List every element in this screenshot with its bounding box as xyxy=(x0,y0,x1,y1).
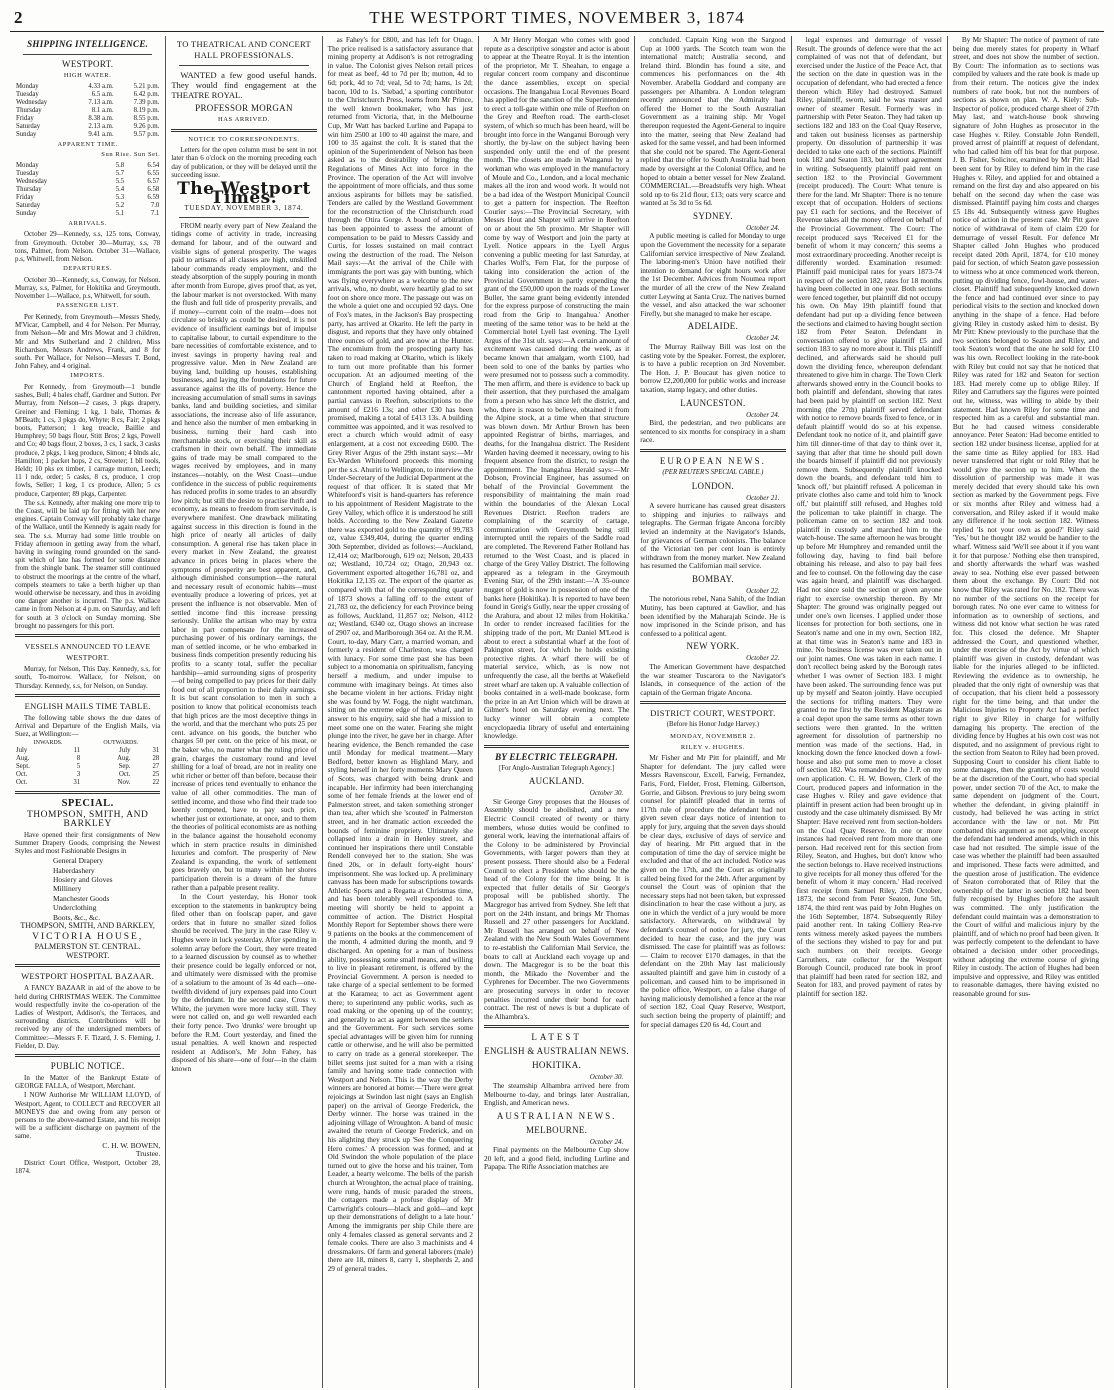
arrivals-heading: ARRIVALS. xyxy=(68,219,107,227)
high-water-table xyxy=(15,83,160,139)
apparent-time-row xyxy=(15,170,160,178)
public-notice-matter: In the Matter of the Bankrupt Estate of GEORGE FALLA, of Westport, Merchant. xyxy=(15,1073,161,1091)
mails-header-cell: OUTWARDS. xyxy=(103,740,139,747)
apparent-time-row-cell: Monday xyxy=(16,161,39,169)
column-4 xyxy=(479,36,635,1388)
apparent-time-heading: APPARENT TIME. xyxy=(57,140,118,148)
apparent-time-table xyxy=(15,162,160,218)
apparent-time-row-cell: 6.59 xyxy=(147,193,160,201)
apparent-time-row xyxy=(15,194,160,202)
thompson-item: General Drapery xyxy=(53,856,104,866)
column-6 xyxy=(792,36,948,1388)
london-heading: LONDON. xyxy=(691,480,735,491)
passenger-heading: PASSENGER LIST. xyxy=(56,302,119,310)
court-report-continued: legal expenses and demurrage of vessel Result. The grounds of defence were that the act complained of was not that of defendant, but exercised under the Justice of the Peace Act, that the section on the date in question was in the occupation of defendant, who had erected a fence thereon which Riley had destroyed. Samuel Riley, plaintiff, sworn, said he was master and owner of steamer Result. Formerly was in partnership with Peter Seaton. They had taken up sections 182 and 183 on the Coal Quay Reserve, and taken out business licenses as partnership property. On dissolution of partnership it was decided to take one each of the sections. Plaintiff took 182 and Seaton 183, but without agreement in writing. Subsequently plaintiff paid rent on section 182 to the Provincial Government (receipt produced). The Court: What tenure is there for the land. Mr Shapter: There is no tenure except that of occupation. Holders of sections pay £1 each for sections, and the Receiver of Revenue takes all the money offered on behalf of the Provincial Government. The Court: The receipt produced says 'Received £1 for the benefit of whom it may concern;' this seems a most extraordinary proceeding. Another receipt is differently worded. Examination resumed: Plaintiff paid municipal rates for years 1873-74 in respect of the section 182, rates for 18 months having been collected in one year. Both sections were fenced together, but plaintiff did not occupy his own. On May 19th plaintiff found that defendant had put up a dividing fence between the sections and claimed to having bought section 182 from Peter Seaton. Defendant in conversation offered to give plaintiff £5 and section 183 to say no more about it. This plaintiff declined, and afterwards said he should pull down the dividing fence, whereupon defendant threatened to give him in charge. The Town Clerk afterwards showed entry in the Council books to both plaintiff and defendant, showing that rates had been paid by plaintiff on section 182. Next morning (the 27th) plaintiff served defendant with notice to remove boards fixed to fence, or in default plaintiff would do so at his expense. Defendant took no notice of it, and plaintiff gave him till dinner-time of that day to think over it, saying that after that time he should pull down the boards himself if plaintiff did not previously remove them. Subsequently plaintiff knocked down the boards, and defendant told him to 'knock off,' but plaintiff refused. A policeman in private clothes also came and told him to 'knock off,' but plaintiff still refused, and Hughes told the policeman to take plaintiff in charge. The policeman came on to section 182 and took plaintiff in custody and marched him to the watch-house. The same afternoon he was brought up before Mr Humphrey and remanded until the following day, having to find bail before obtaining his release, and also to pay bail fees and fee to counsel. On the following day the case was again heard, and plaintiff was discharged. Had not since sold the section or given anyone right to exercise ownership thereon. By Mr Shapter: The ground was originally pegged out under one's own licenses. I applied under those licenses for protection for both sections, one in Seaton's name and one in my own, Section 182, at that time was in Seaton's name and 183 in mine. No business license was ever taken out in our joint names. One was taken in each name. I don't recollect being asked by the Borough rates whether I was owner of Section 183. I might have been asked. The surrounding fence was put up by myself and Seaton jointly. Have occupied the sections for trifling matters. They were granted to me first by the Resident Magistrate as a coal depot upon the same terms as other town sections were then granted. In the written agreement for dissolution of partnership no mention was made of the sections. Had, in knocking down the fence knocked down a fowl-house and also put some men to move a closet off section 182. Was remanded by the J. P. on my own application. C. H. W. Bowen, Clerk of the Court, produced papers and information in the case Hughes v. Riley and gave evidence that plaintiff in present action had been brought up in custody and the case ultimately dismissed. By Mr Shapter: Have received rent from section-holders on the Coal Quay Reserve. In one or more instances had received rent from more than one person. Had received rent for this section from Riley, Seaton, and Hughes, but don't know who the section belongs to. Have received instructions to give receipts for all money thus offered 'for the benefit of whom it may concern.' Had received first receipt from Samuel Riley, 25th October, 1873, the second from Peter Seaton, June 5th, 1874, the third rent was paid by John Hughes on the 16th September, 1874. Subsequently Riley paid another rent. In taking Colliery Rea-rve rents witness merely asked payees the numbers of the sections they wished to pay for and put such numbers on their receipts. George Carruthers, rate collector for the Westport Borough Council, produced rate book in proof that plaintiff had been rated for section 182, and Seaton for 183, and proved payment of rates by plaintiff for section 182. xyxy=(796,36,942,998)
apparent-time-row-cell: 6.57 xyxy=(147,177,160,185)
apparent-time-row-cell: 5.8 xyxy=(115,161,125,169)
imports-heading: IMPORTS. xyxy=(70,372,105,380)
new-york-date: October 22. xyxy=(746,654,780,663)
high-water-row-cell: 7.13 a.m. xyxy=(88,98,114,106)
notice-heading: NOTICE TO CORRESPONDENTS. xyxy=(188,135,300,143)
european-agency: (PER REUTER'S SPECIAL CABLE.) xyxy=(662,468,764,476)
apparent-time-row xyxy=(15,210,160,218)
mails-row-cell: Aug. xyxy=(16,755,30,763)
thompson-name: THOMPSON, SMITH, AND BARKLEY xyxy=(26,810,149,829)
column-5 xyxy=(635,36,791,1388)
apparent-time-row-cell: Friday xyxy=(16,193,34,201)
apparent-time-row-cell: 7.1 xyxy=(150,209,160,217)
thompson-item: Millinery xyxy=(53,884,82,894)
high-water-row xyxy=(15,123,160,131)
column-7 xyxy=(948,36,1104,1388)
district-court-text: Mr Fisher and Mr Pitt for plaintiff, and Mr Shapter for defendant. The jury called were Messrs Ravenscour, Excell, Farwig, Fernandez, Faris, Ford, Fielder, Frost, Fleming, Gilbertson, Gorrie, and Gibson. Previous to jury being sworn counsel for plaintiff pleaded that in terms of 117th rule of procedure the defendant had not given seven clear days notice of intention to apply for jury, arguing that the seven days should be clear days, exclusive of days of service and day of hearing. Mr Pitt argued that in the computation of time the day of service might be excluded and that of the act included. Notice was given on the 17th, and the Court as originally called being fixed for the 24th. After argument by counsel the Court was of opinion that the necessary steps had not been taken, but expressed disinclination to hear the case without a jury, as one in which the verdict of a jury would be more satisfactory. Afterwards, on withdrawal by defendant's counsel of notice for jury, the Court decided to hear the case, and the jury was dismissed. The case for plaintiff was as follows:— Claim to recover £170 damages, in that the defendant on the 20th May last maliciously assaulted plaintiff and gave him in custody of a policeman, and caused him to be imprisoned in the police office, Westport, on a false charge of having maliciously demolished a fence at the rear of section 182, Coal Quay Reserve, Westport, such section being the property of plaintiff; and for special damages £20 6s 4d, Court and xyxy=(640,753,786,1029)
hokitika-text: The steamship Alhambra arrived here from Melbourne to-day, and brings later Australian, English, and American news. xyxy=(483,1080,630,1108)
column-2 xyxy=(166,36,322,1388)
high-water-row-cell: Monday xyxy=(16,82,39,90)
mails-row xyxy=(15,771,160,779)
australian-news-heading: AUSTRALIAN NEWS. xyxy=(496,1110,617,1121)
apparent-time-row xyxy=(15,202,160,210)
mails-row-cell: 28 xyxy=(152,755,160,763)
high-water-row-cell: 8.1 a.m. xyxy=(91,106,114,114)
apparent-time-row-cell: 5.3 xyxy=(115,193,125,201)
shipping-notes: The s.s. Kennedy, after making one more trip to the Coast, will be laid up for fitting with her new engines. Captain Conway will probably take charge of the Wallace, until the Kennedy is again ready for sea. The s.s. Murray had some little trouble on Friday afternoon in getting away from the wharf, having in swinging round grounded on the sand-spit which of late has formed for some distance from the shingle bank. The steamer still continued to obstruct the moorings at the centre of the wharf, compels steamers to take a berth higher up than would otherwise be necessary, and thus in avoiding one danger another is incurred. The p.s. Wallace came in from Nelson at 4 p.m. on Saturday, and left for south at 3 o'clock on Sunday morning. She brought no passengers for this port. xyxy=(15,498,161,630)
high-water-row-cell: 4.33 a.m. xyxy=(88,82,114,90)
apparent-time-row-cell: 5.1 xyxy=(115,209,125,217)
column-3 xyxy=(323,36,479,1388)
auckland-heading: AUCKLAND. xyxy=(528,776,585,787)
launceston-date: October 24. xyxy=(746,410,780,419)
thompson-signature: THOMPSON, SMITH, AND BARKLEY, xyxy=(20,920,155,930)
mails-row-cell: Nov. xyxy=(117,779,131,787)
thompson-item: Haberdashery xyxy=(53,865,95,875)
hospital-text: A FANCY BAZAAR in aid of the above to be held during CHRISTMAS WEEK. The Committee would respectfully invite the co-operation of the Ladies of Westport, Addison's, the Terraces, and surrounding districts. Contributions will be received by any of the undersigned members of Committee:—Messrs F. F. Tizard, J. S. Fleming, J. Fielder, D. Day. xyxy=(15,984,161,1050)
mails-row xyxy=(15,779,160,787)
thompson-item: Manchester Goods xyxy=(53,893,110,903)
theatrical-text: WANTED a few good useful hands. They would find engagement at the THEATRE ROYAL. xyxy=(171,70,317,100)
thompson-items xyxy=(15,856,160,922)
paper-title: The Westport Times. xyxy=(177,179,311,208)
launceston-heading: LAUNCESTON. xyxy=(680,397,746,408)
page-number: 2 xyxy=(14,8,23,27)
high-water-row-cell: 9.26 p.m. xyxy=(133,122,160,130)
telegraph-agency: [For Anglo-Australian Telegraph Agency.] xyxy=(498,764,615,772)
arrivals-text: October 29—Kennedy, s.s, 125 tons, Conway, from Greymouth. October 30—Murray, s.s, 78 tons, Palmer, from Nelson. October 31—Wallace, p.s, Whitwell, from Nelson. xyxy=(15,230,161,263)
paper-date: TUESDAY, NOVEMBER 3, 1874. xyxy=(184,204,304,213)
high-water-row-cell: 7.39 p.m. xyxy=(133,98,160,106)
mails-row xyxy=(15,747,160,755)
apparent-time-row xyxy=(15,162,160,170)
passenger-text: Per Kennedy, from Greymouth—Messrs Shedy, M'Vicar, Campbell, and 4 for Nelson. Per Murray, from Nelson—Mr and Mrs Mowat and 3 children, Mr and Mrs Sutherland and 2 children, Miss Richardson, Messrs Andrews, Frank, and 8 for south. Per Wallace, for Nelson—Messrs T. Bond, John Fahey, and 4 original. xyxy=(15,312,161,371)
high-water-row-cell: Tuesday xyxy=(16,90,39,98)
vessels-heading: VESSELS ANNOUNCED TO LEAVE WESTPORT. xyxy=(24,642,151,663)
local-news-continued: A Mr Henry Morgan who comes with good repute as a descriptive songster and actor is about to appear at the Theatre Royal. It is the intention of the proprietor, Mr T. Sheahan, to engage a regular concert room company and discontinue the dance assemblies, except on special occasions. The Inangahua Local Revenues Board has applied for the sanction of the Superintendent to erect a toll-gate within one mile of Reefton on the Grey and Reefton road. The earth-closet system, of which so much has been heard, will be brought into force in the Wanganui Borough very shortly, the by-law on the subject having been suspended only until the end of the present month. The closets are made in Wanganui by a workman who was employed in the manufactory of Moule and Co., London, and a local mechanic makes all the iron and wood work. It would not be a bad idea of the Westport Municipal Council to get a pattern for inspection. The Reefton Courier says:—The Provincial Secretary, with Messrs Hout and Shapter will arrive in Reefton on or about the 5th proximo. Mr Shapter will come by way of Westport and join the party at Lyell. Notice appears in the Lyell Argus convening a public meeting for last Saturday, at Charles Wolf's, Fern Flat, for the purpose of taking into consideration the action of the Provincial Government in partly expending the grant of the £50,000 upon the roads of the Lower Buller, 'the same grant being evidently intended for the express purpose of constructing the main road from the Grip to Inangahua.' Another meeting of the same tenor was to be held at the Commercial hotel Lyell last evening. The Lyell Argus of the 31st ult. says:—A certain amount of excitement was caused during the week, as it became known that amalgam, worth £100, had been sold to one of the banks by parties who were presumed not to possess such a commodity. The men affirm, and there is evidence to back up their assertion, that they purchased the amalgam from a person who has since left the district, and who, there is reason to believe, obtained it from the Alpine stock, at a time when that structure was blown down. Mr Arthur Brown has been appointed Registrar of births, marriages, and deaths, for the Inangahua district. The Resident Warden having deemed it necessary, owing to his frequent absence from the district, to resign the appointment. The Inangahua Herald says:—Mr Dobson, Provincial Engineer, has assumed on behalf of the Provincial Government the responsibility of maintaining the main road within the boundaries of the Alexan Local Revenues District. Reefton traders are complaining of the scarcity of cartage, communication with Greymouth being still interrupted until the repairs of the Saddle road are completed. The Reverend Father Rolland has returned to the West Coast, and is placed in charge of the Grey Valley District. The following appeared as a telegram in the Greymouth Evening Star, of the 29th instant:—'A 35-ounce nugget of gold is now in possession of one of the banks here (Hokitika). It is reported to have been found in Greig's Gully, near the upper crossing of the Arahura, and about 12 miles from Hokitika.' In order to render increased facilities for the shipping trade of the port, Mr Daniel M'Leod is about to erect a substantial wharf at the foot of Pakington street, for which he holds existing protective rights. A wharf there will be of material service, which, as is now not unfrequently the case, all the berths at Wakefield street wharf are taken up. A valuable collection of books contained in a well-made bookcase, form the prize in an Art Union which will be drawn at Gilmer's hotel on Saturday evening next. The lucky winner will obtain a complete encyclopaedia library of useful and entertaining knowledge. xyxy=(483,36,630,741)
apparent-time-row-cell: Tuesday xyxy=(16,169,39,177)
public-notice-place: District Court Office, Westport, October 28, 1874. xyxy=(15,1158,161,1175)
mails-row-cell: 31 xyxy=(152,747,160,755)
thompson-store: VICTORIA HOUSE, xyxy=(32,931,144,942)
mails-row-cell: 25 xyxy=(152,771,160,779)
apparent-time-row xyxy=(15,186,160,194)
leader-article: FROM nearly every part of New Zealand the tidings come of activity in trade, increasing demand for labour, and of the outward and visible signs of general prosperity. The wages paid to artisans of all classes are high, unskilled labour commands ready employment, and the steady absorption of the supply pouring in month after month from Europe, gives proof that, as yet, the labour market is not overstocked. With many the flush and full tide of prosperity prevails, and if money—current coin of the realm—does not circulate so briskly as could be desired, it is not evidence of insufficient earnings but of impulse to capitalise labour, to curtail expenditure to the bare necessities of comfortable existence, and to invest savings in property having real and progressive value. Men in New Zealand are buying land, building up houses, establishing businesses, and laying the foundations for future assurance against the ills of poverty. Hence the increasing accumulation of small sums in savings banks, land and building societies, and similar associations, the increase also of life assurance, and hence also the number of men embarking in business, turning their hard cash into merchantable stock, or exercising their skill as craftsmen in their own behalf. The immediate gains of trade may be small compared to the wages received by employees, and in many instances—notably, on the West Coast—undue confidence in the success of public requirements has reduced profits in some trades to an absurdly low pitch; but still the desire to practise thrift and economy, as means to freedom from servitude, is everywhere manifest. One drawback militating against success in this direction is found in the high price of nearly all articles of daily consumption. A general rise has taken place in every market in New Zealand, the greatest advance in prices being in places where the symptoms of prosperity are best apparent, and, although diminished consumption—the natural and necessary result of economic habits—must eventually produce a lowering of prices, yet at present the influence is not observable. Men of settled income find this increase pressing seriously. Unlike the artisan who may by extra labor in part compensate for the increased purchasing power of his ordinary earnings, the man of settled income, or he who embarked in business finds competition presently reducing his profits to a scanty total, suffer the peculiar hardship—amid surrounding signs of prosperity—of being compelled to pay prices for their daily food out of all proportion to their daily earnings. It is but scant consolation to men in such a position to know that political economists teach that high prices are the most deceptive things in the world, and that the merchant who puts 25 per cent. advance on his goods, the butcher who charges 50 per cent. on the price of his meat, or the baker who, no matter what the ruling price of grain, charges the customary round and level shilling for a loaf of bread, are not in reality one whit richer or better off than before, because their increase of prices tend eventually to enhance the value of all other commodities. The man of settled income, and those who find their trade too keenly competed, have to pay such price, whether just or extortionate, at once, and to them the theories of political economists are as nothing in the balance against the household economy which in stern practice results in diminished luxuries and comfort. The prosperity of New Zealand is expanding, the work of settlement goes bravely on, but to many within her shores participation therein is a dream of the future rather than a palpable present reality. xyxy=(171,220,317,892)
high-water-row xyxy=(15,99,160,107)
hokitika-date: October 30. xyxy=(589,1073,624,1082)
high-water-row-cell: Sunday xyxy=(16,130,37,138)
telegraph-heading: BY ELECTRIC TELEGRAPH. xyxy=(495,751,619,762)
apparent-time-row-cell: Saturday xyxy=(16,201,41,209)
bombay-heading: BOMBAY. xyxy=(691,573,734,584)
departures-heading: DEPARTURES. xyxy=(63,265,113,273)
launceston-text: Bird, the pedestrian, and two publicans are sentenced to six months for conspiracy in a sham race. xyxy=(640,418,786,445)
apparent-time-row-cell: Thursday xyxy=(16,185,42,193)
apparent-time-row-cell: Sunday xyxy=(16,209,37,217)
imports-text: Per Kennedy, from Greymouth—1 bundle sashes, Bull; 4 bales chaff, Gardner and Sutton. Per Murray, from Nelson—2 cases, 3 pkgs drapery, Greiner and Fleming; 1 kg, 1 bale, Thomas & M'Beath; 1 cs, 3 pkgs do, Whyte; 8 cs, Fair; 2 pkgs boots, Patterson; 1 keg treacle, Baillie and Humphrey; 50 bags flour, Stitt Bros; 2 kgs, Powell and Co; 40 bags flour, 2 boxes, 3 cs, 1 sack, 3 casks produce, 2 pkgs, 1 keg produce, Simon; 4 blnds alc, Hamilton; 1 packet hops, 2 cs, Streeter; 1 bll tools, Heldt; 10 pks ex timber, 1 carrage mutton, Leech; 11 l nde, order; 5 casks, 8 cs, produce, 1 crop fowls, Seller; 1 keg, 1 cs produce, Allen; 5 cs produce, Carpenter; 89 pkgs, Carpenter. xyxy=(15,383,161,498)
adelaide-date: October 24. xyxy=(746,334,780,343)
apparent-time-row xyxy=(15,178,160,186)
high-water-row xyxy=(15,131,160,139)
apparent-time-row-cell: 5.2 xyxy=(115,201,125,209)
theatrical-signature: PROFESSOR MORGAN xyxy=(195,103,293,113)
high-water-row xyxy=(15,115,160,123)
bombay-date: October 22. xyxy=(746,586,780,595)
high-water-row-cell: 6.42 p.m. xyxy=(133,90,160,98)
vessels-text: Murray, for Nelson, This Day. Kennedy, s.s, for south, To-morrow. Wallace, for Nelson, on Thursday. Kennedy, s.s, for Nelson, on Sunday. xyxy=(15,665,161,690)
london-text: A severe hurricane has caused great disasters to shipping and injuries to railways and telegraphs. The German frigate Ancona forcibly levied an indemnity at the Navigator's Islands, for grievances of German colonists. The balance of the Victorian ten per cent loan is entirely withdrawn from the money market. New Zealand has resumed the Californian mail service. xyxy=(640,501,786,571)
apparent-time-row-cell: Wednesday xyxy=(16,177,48,185)
high-water-heading: HIGH WATER. xyxy=(63,72,112,79)
mails-row-cell: Sep. xyxy=(118,763,131,771)
special-heading: SPECIAL. xyxy=(61,798,114,810)
melbourne-heading: MELBOURNE. xyxy=(525,1124,588,1135)
high-water-row-cell: 6.5 a.m. xyxy=(91,90,114,98)
apparent-time-row-cell: 5.4 xyxy=(115,185,125,193)
sydney-date: October 24. xyxy=(746,223,780,232)
apparent-time-row-cell: 5.5 xyxy=(115,177,125,185)
high-water-row-cell: Friday xyxy=(16,114,34,122)
thompson-item: Hosiery and Gloves xyxy=(53,874,113,884)
new-york-text: The American Government have despatched the war steamer Tuscarora to the Navigator's Islands, in consequence of the action of the captain of the German frigate Ancona. xyxy=(640,662,786,697)
high-water-row-cell: 5.21 p.m. xyxy=(133,82,160,90)
mails-row xyxy=(15,763,160,771)
theatrical-heading: TO THEATRICAL AND CONCERT HALL PROFESSIONALS. xyxy=(176,39,312,60)
adelaide-text: The Murray Railway Bill was lost on the casting vote by the Speaker. Forrest, the explorer, is to have a public reception on 3rd November. The Hon. J. P. Boucaut has given notice to borrow £2,200,000 for public works and increase taxation, stamp legacy, and other duties. xyxy=(640,342,786,394)
mails-row-cell: 27 xyxy=(152,763,160,771)
bombay-text: The notorious rebel, Nana Sahib, of the Indian Mutiny, has been captured at Gawlior, and has been identified by the Maharajah Scinde. He is now imprisoned in the Scinde prison, and has confessed to a political agent. xyxy=(640,594,786,638)
auckland-date: October 30. xyxy=(589,789,624,798)
apparent-time-row-cell: 6.55 xyxy=(147,169,160,177)
public-notice-heading: PUBLIC NOTICE. xyxy=(50,1060,125,1071)
auckland-text: Sir George Grey proposes that the Houses of Assembly should be abolished, and a new Electric Council created of twenty or thirty members, whose duties would be confined to general work, leaving the international affairs of the Colony to be administered by Provincial Governments, with larger powers than they at present possess. There should also be a Federal Council to elect a President who should be the head of the Colony for the time being. It is expected that fuller details of Sir George's proposal will be published shortly. The Macgregor has arrived from Sydney. She left that port on the 24th instant, and brings Mr Thomas Russell and 27 other passengers for Auckland. Mr Russell has arranged on behalf of New Zealand with the New South Wales Government to re-establish the Californian Mail Service, the boats to call at Auckland each voyage up and down. The Macgregor is to be the boat this month, the Mikado the November and the Cyphrenes for December. The two Governments are prosecuting surveys in order to recover penalties incurred under their bond for each contract. The rest of news is but a duplicate of the Alhambra's. xyxy=(483,796,630,1021)
apparent-time-row-cell: 5.7 xyxy=(115,169,125,177)
apparent-time-row-cell: 7.0 xyxy=(150,201,160,209)
mails-row-cell: Oct. xyxy=(16,779,28,787)
melbourne-text: Final payments on the Melbourne Cup show 20 left, and a good field, including Lurline and Papapa. The Rifle Association matches are xyxy=(483,1145,630,1172)
mails-row-cell: Oct. xyxy=(119,771,131,779)
high-water-row xyxy=(15,83,160,91)
thompson-ad xyxy=(15,811,160,960)
public-notice-signature: C. H. W. BOWEN, xyxy=(102,1140,161,1150)
departures-text: October 30—Kennedy, s.s, Conway, for Nelson. Murray, s.s, Palmer, for Hokitika and Greymouth. November 1—Wallace, p.s, Whitwell, for south. xyxy=(15,275,161,301)
column-1 xyxy=(10,36,166,1388)
district-court-case: RILEY v. HUGHES. xyxy=(680,743,745,751)
mails-row-cell: July xyxy=(119,747,131,755)
high-water-row-cell: 2.13 a.m. xyxy=(88,122,114,130)
thompson-text: Have opened their first consignments of New Summer Drapery Goods, comprising the Newest Styles and most Fashionable Designs in xyxy=(15,830,161,855)
district-court-heading: DISTRICT COURT, WESTPORT. xyxy=(650,708,776,719)
hokitika-heading: HOKITIKA. xyxy=(532,1060,582,1071)
local-news: as Fahey's for £800, and has left for Otago. The price realised is a satisfactory assurance that mining property at Addison's is not retrograding in value. The Colonist gives Nelson retail prices for meat as beef, 4d to 7d per lb; mutton, 4d to 6d; pork, 4d to 7d; veal, 5d to 7d; hams, 1s 2d; bacon, 10d to 1s. 'Siebad,' a sporting contributor to the Christchurch Press, learns from Mr Prince, the well known bookmaker, who has just returned from Victoria, that, in the Melbourne Cup, Mr Watt has backed Lurline and Papapa to win him 2500 at 100 to 40 against the mare, and 100 to 35 against the colt. It is stated that the opinion of the Superintendent of Nelson has been asked as to the desirability of bringing the Regulations of Mines Act into force in the Province. The operation of the Act will involve the appointment of more officials, and thus some anxious aspirants for billets may be satisfied. Tenders are called by the Westland Government for the reconstruction of the Christchurch road through the Otira Gorge. A board of arbitration has been appointed to assess the amount of compensation to be paid to Messrs Cassidy and Curtis, for losses sustained on mail contract owing the destruction of the road. The Nelson Mail says:—At the arrival of the Chile with immigrants the port was gay with bunting, which was flying everywhere as a welcome to the new arrivals, who, no doubt, were heartily glad to set foot on shore once more. The passage out was on the whole a quiet one and occupied 92 days. One of Fox's mates, in the Jackson's Bay prospecting party, has arrived at Okarito. He left the party in disgust, and reports that they have only obtained three ounces of gold, and are now at the Hunter. The encomium from the prospecting party has taken to road making at Okarito, which is likely to turn out more profitable than his former occupation. At an adjourned meeting of the Church of England held at Reefton, the cantonment reported having obtained, after a partial canvass in Reefton, subscriptions to the amount of £216 13s; and other £30 has been promised, making a total of £413 13s. A building committee was appointed, and it was resolved to erect a church which would admit of easy enlargement, at a cost not exceeding £600. The Grey River Argus of the 29th instant says:—Mr Ex-Warden Whitefoord proceeds this morning per the s.s. Ahuriri to Wellington, to interview the Under-Secretary of the Judicial Department at the request of that officer. It is stated that Mr Whitefoord's visit is hand-quarters has reference to his appointment of Resident Magistrate to the Grey Valley, which office it is understood he still holds. According to the New Zealand Gazette there was exported gold to the quantity of 99,783 oz, value £349,404, during the quarter ending 30th September, divided as follows:—Auckland, 12,414 oz; Marlborough, 619 oz; Nelson, 20,433 oz; Westland, 10,724 oz; Otago, 20,943 oz. Government exported altogether 16,781 oz, and Hokitika 12,135 oz. The export of the quarter as compared with that of the corresponding quarter of 1873 shows a falling off to the extent of 21,783 oz, the deficiency for each Province being as follows, Auckland, 11,857 oz; Nelson, 4112 oz; Westland, 6340 oz, Otago shows an increase of 2907 oz, and Marlborough 364 oz. At the R.M. Court, to-day, Mary Carr, a married woman, and formerly a resident of Charleston, was charged with lunacy. For some time past she has been subject to a monomania on spiritualism, fancying herself a medium, and under impulse to commune with imaginary beings. At times also she became violent in her actions. Friday night she was found by W. Fogg, the night watchman, sitting on the extreme edge of the wharf, and in answer to his enquiry, said she had a mission to meet some one on the water. Fearing she might plunge into the river, he gave her in charge. After hearing evidence, the Bench remanded the case until Monday for medical treatment.—Mary Bedford, better known as Highland Mary, and styling herself in her forty moments Mary Queen of Scots, was charged with being drunk and incapable. Her infirmity had been interchanging some of her female friends at the lower end of Palmerston street, and taken something stronger than tea, after which she 'scouted' in Palmerston street, and in her dramatic action exceeded the bounds of feminine propriety. Ultimately she collapsed into a drain in Henley street, and continued her inspirations there until Constable Rendell conveyed her to the station. She was fined 20s, or in default forty-eight hours' imprisonment. She was locked up. A preliminary canvass has been made for subscriptions towards Athletic Sports and a Regatta at Christmas time, and has been tolerably well responded to. A meeting will shortly be held to appoint a committee of action. The District Hospital Monthly Report for September shows there were 9 patients on the books at the commencement of the month, 4 admitted during the month, and 9 discharged. An opening for a man of business ability, possessing some small means, and willing to live in pleasant retirement, is offered by the Provincial Government. A person is needed to take charge of a special settlement to be formed at the Karamea; to act as Government agent there; to superintend any public works, such as road making or the opening up of the country; and generally to act as agent between the settlers and the Government. For such services some special advantages will be given him for running cattle or otherwise, and he will also be permitted to carry on trade as a general storekeeper. The billet seems just suited for a man with a rising family and having some trade connection with Westport and Nelson. This is the way the Derby winners are honored at home:—'There were great rejoicings at Swindon last night (says an English paper) on the arrival of George Frederick, the Derby winner. The horse was trained in the adjoining village of Wroughton. A band of music awaited the return of George Frederick, and on his alighting they struck up 'See the Conquering Hero comes.' A procession was formed, and at Old Swindon the whole population of the place turned out to give the horse and his trainer, Tom Leader, a hearty welcome. The bells of the parish church at Wroughton, the actual place of training, were rung, hands of music paraded the streets, the cottagers made a profuse display of Mr Cartwright's colours—black and gold—and kept up their demonstrations of delight to a late hour.' Among the immigrants per ship Chile there are only 4 females classed as general servants and 2 female cooks. There are also 3 machinists and 4 dressmakers. Of farm and general laborers (male) there are 18, miners 8, carry 1, shepherds 2, and 29 of general trades. xyxy=(327,36,473,1273)
mails-row-cell: 11 xyxy=(73,747,81,755)
mails-header-row xyxy=(15,739,160,747)
theatrical-sub: HAS ARRIVED. xyxy=(217,116,270,123)
sydney-text: A public meeting is called for Monday to urge upon the Government the necessity for a separate Californian service irrespective of New Zealand. The laboring-men's Union have notified their intention to demand for eight hours work after the 1st December. Advices from Noumea report the murder of all the crew of the New Zealand cutter Leywing at Santa Cruz. The natives burned the vessel, and also attacked the war schooner Firefly, but she managed to make her escape. xyxy=(640,231,786,318)
shipping-heading: SHIPPING INTELLIGENCE. xyxy=(27,39,149,49)
melbourne-text-continued: concluded. Captain King won the Sargood Cup at 1000 yards. The Scotch team won the international match; Australia second, and Ireland third. Blondin has found a site, and commences his performances on the 4th November. Arabella Goddard and company are passengers per Alhambra. A London telegram recently announced that the Admiralty had offered the Hornet to the South Australian Government as a training ship. Mr Vogel thereupon requested the Agent-General to inquire into the matter, seeing that New Zealand had asked for the same vessel, and had been informed that she could not be spared. The Agent-General replied that the offer to South Australia had been made by oversight at the Colonial Office, and he hoped to obtain a better vessel for New Zealand. COMMERCIAL.—Breadstuffs very high. Wheat sold up to 6s 21d flour, £13; oats very scarce and wanted at 5s 3d to 5s 6d. xyxy=(640,36,786,208)
public-notice-role: Trustee. xyxy=(135,1149,161,1159)
mails-header-cell: INWARDS. xyxy=(33,740,63,747)
court-notes: In the Court yesterday, his Honor took exception to the statements in bankruptcy being filed other than on foolscap paper, and gave orders that in future no smaller sized folios should be received. The jury in the case Riley v. Hughes were in luck yesterday. After spending in solemn array before the Court, they were treated to a learned discussion by counsel as to whether their presence could be legally enforced or not, and ultimately were dismissed with the promise of a solatium to the amount of 3s 4d each—one-twelfth dividend of jury expenses paid into Court by the defendant. In the second case, Cross v. White, the jurymen were more lucky still. They were not called on, and go well rewarded each their forty pence. Two 'drunks' were brought up before the R.M. Court yesterday, and fined the usual penalties. A well known and respected resident at Addison's, Mr John Fahey, has disposed of his share—one of four—in the claim known xyxy=(171,892,317,1073)
mails-table xyxy=(15,739,160,787)
european-news-heading: EUROPEAN NEWS. xyxy=(659,455,766,466)
high-water-row-cell: 8.38 a.m. xyxy=(88,114,114,122)
district-court-date: MONDAY, NOVEMBER 2. xyxy=(670,733,756,740)
thompson-town: WESTPORT. xyxy=(66,950,110,960)
high-water-row-cell: 8.55 p.m. xyxy=(133,114,160,122)
new-york-heading: NEW YORK. xyxy=(686,641,740,652)
high-water-row xyxy=(15,91,160,99)
high-water-row-cell: 8.19 p.m. xyxy=(133,106,160,114)
thompson-address: PALMERSTON ST. CENTRAL. xyxy=(34,942,141,952)
mails-row-cell: 3 xyxy=(76,771,81,779)
high-water-row-cell: 9.57 p.m. xyxy=(133,130,160,138)
high-water-row-cell: Wednesday xyxy=(16,98,48,106)
mails-row-cell: 8 xyxy=(76,755,81,763)
mails-row-cell: July xyxy=(16,747,28,755)
court-report-final: By Mr Shapter: The notice of payment of rate being due merely states for property in Wharf street, and does not show the number of section. By Court: The information as to sections was compiled by valuers and the rate book is made up from their return. The notices give the index numbers of rate book, but not the numbers of sections as shown on plan. W. A. Kiely: Sub-Inspector of police, produced charge sheet of 27th May last, and watch-house book showing signature of John Hughes as prosecutor in the case Hughes v. Riley. Constable John Rendell, proved arrest of plaintiff at request of defendant, who had called him off his beat for that purpose. J. B. Fisher, Solicitor, examined by Mr Pitt: Had been sent for by Riley to defend him in the case Hughes v. Riley, and applied for and obtained a remand on the first day and also appeared on his behalf on the second day when the case was dismissed. Plaintiff paying him costs and charges £5 18s 4d. Subsequently witness gave Hughes notice of action in the present case. Mr Pitt gave notice of withdrawal of item of claim £20 for demurrage of vessel Result. For defence Mr Shapter called John Hughes who produced receipt dated 20th April, 1874, for £10 money paid for section, of which Seaton gave possession to witness who at once commenced work thereon, putting up dividing fence, fowl-house, and water-closet. Plaintiff had subsequently knocked down the fence and had continued ever since to pay periodical visits to the section and knocked down anything in the shape of a fence. Had before giving Riley in custody asked him to desist. By Mr Pitt: Knew previously to the purchase that the two sections belonged to Seaton and Riley, and took Seaton's word that the one he sold for £10 was his own. Recollect looking in the rate-book with Riley but could not say that he noticed that Riley was rated for 182 and Seaton for section 183. Had merely come up to oblige Riley. If Riley and Carruthers say the figures were pointed out he, witness, was willing to abide by their statement. Had known Riley for some time and respected him as a careful and substantial man. But he had caused witness considerable annoyance. Peter Seaton: Had become entitled to section 182 under business license, applied for at the same time as Riley applied for 183. Had never transferred that right or told Riley that he would give the section up to him. When the dissolution of partnership was made it was merely decided that every should take his own section as marked by the Government pegs. Five or six months after Riley and witness had a conversation, and Riley asked if it would make any difference if he took section 182. Witness replied 'Is not your own as good?' Riley said 'Yes,' but he thought 182 would be handier to the wharf. Witness said 'We'll see about it if you want it for that purpose.' Nothing else then transpired, and shortly afterwards the wharf was washed away to sea. Nothing else ever passed between them about the exchange. By Court: Did not know that Riley was rated for No. 182. There was no number of the sections on the receipt for borough rates. No one ever came to witness for information as to ownership of sections, and witness did not know what section he was rated for. This closed the defence. Mr Shapter addressed the Court, and questioned whether, under the exercise of the Act by virtue of which plaintiff was given in custody, defendant was liable for the injuries alleged to be inflicted. Reviewing the evidence as to ownership, he pleaded that the only right of ownership was that of occupation, that his client held a possessory right for the time being, and that under the Malicious Injuries to Property Act had a perfect right to give Riley in charge for wilfully damaging his property. The erection of the dividing fence by Hughes at his own cost was not disputed, and no assignment of previous right to the section from Seaton to Riley had been proved. Supposing Court to consider his client liable to some damages, then the granting of costs would be at the discretion of the Court, who had special power, under section 70 of the Act, to make the same dependent on judgment of the Court, whether the defendant, in giving plaintiff in custody, had believed he was acting in strict accordance with the law or not. Mr Pitt combatted this argument as not applying, except the defendant had tendered amends, which in this case had not resulted. The simple issue of the case was whether the plaintiff had been assaulted and imprisoned. These facts were admitted, and the question arose of justification. The evidence of Seaton corroborated that of Riley that the ownership of the latter in section 182 had been fully recognised by Hughes before the assault was committed. The only justification the defendant could maintain was a demonstration to the Court of wilful and malicious injury by the plaintiff, and of which no proof had been given. It was perfectly competent to the defendant to have obtained a decision under other proceedings, without adopting the extreme course of giving Riley in custody. The action of Hughes had been impulsive and oppressive, and Riley was entitled to reasonable damages, there having existed no reasonable ground for sus- xyxy=(952,36,1100,998)
port-heading: WESTPORT. xyxy=(62,59,114,69)
high-water-row-cell: 9.41 a.m. xyxy=(88,130,114,138)
columns xyxy=(10,36,1104,1388)
mails-row xyxy=(15,755,160,763)
apparent-time-row-cell: 6.54 xyxy=(147,161,160,169)
mails-row-cell: 5 xyxy=(76,763,81,771)
high-water-row-cell: Saturday xyxy=(16,122,41,130)
district-court-sub: (Before his Honor Judge Harvey.) xyxy=(666,721,760,729)
apparent-time-row-cell: 6.58 xyxy=(147,185,160,193)
thompson-item: Underclothing xyxy=(53,903,97,913)
sydney-heading: SYDNEY. xyxy=(693,210,733,221)
newspaper-title: THE WESTPORT TIMES, NOVEMBER 3, 1874 xyxy=(369,8,745,27)
mails-row-cell: 31 xyxy=(73,779,81,787)
latest-heading: LATEST xyxy=(531,1032,582,1043)
high-water-row-cell: Thursday xyxy=(16,106,42,114)
melbourne-date: October 24. xyxy=(589,1137,624,1146)
london-date: October 21. xyxy=(746,493,780,502)
notice-text: Letters for the open column must be sent in not later than 6 o'clock on the morning preceding each day of publication, or they will be delayed until the succeeding issue. xyxy=(171,146,317,179)
thompson-item: Boots, &c., &c. xyxy=(53,912,101,922)
mails-row-cell: Oct. xyxy=(16,771,28,779)
public-notice-text: I NOW Authorise Mr WILLIAM LLOYD, of Westport, Agent, to COLLECT and RECOVER all MONEYS due and owing from any person or persons to the above-named Estate, and his receipt will be a sufficient discharge on payment of the same. xyxy=(15,1091,161,1141)
adelaide-heading: ADELAIDE. xyxy=(687,321,739,332)
latest-subheading: ENGLISH & AUSTRALIAN NEWS. xyxy=(484,1046,629,1057)
apparent-time-cols: Sun Rise. Sun Set. xyxy=(101,151,161,159)
hospital-heading: WESTPORT HOSPITAL BAZAAR. xyxy=(21,971,155,982)
masthead xyxy=(10,8,1104,32)
mails-heading: ENGLISH MAILS TIME TABLE. xyxy=(24,700,151,711)
high-water-row xyxy=(15,107,160,115)
mails-row-cell: 22 xyxy=(152,779,160,787)
mails-row-cell: Aug. xyxy=(117,755,131,763)
mails-row-cell: Sept. xyxy=(16,763,30,771)
mails-text: The following table shows the due dates of Arrival and Departure of the English Mails, via Suez, at Wellington:— xyxy=(15,713,161,739)
